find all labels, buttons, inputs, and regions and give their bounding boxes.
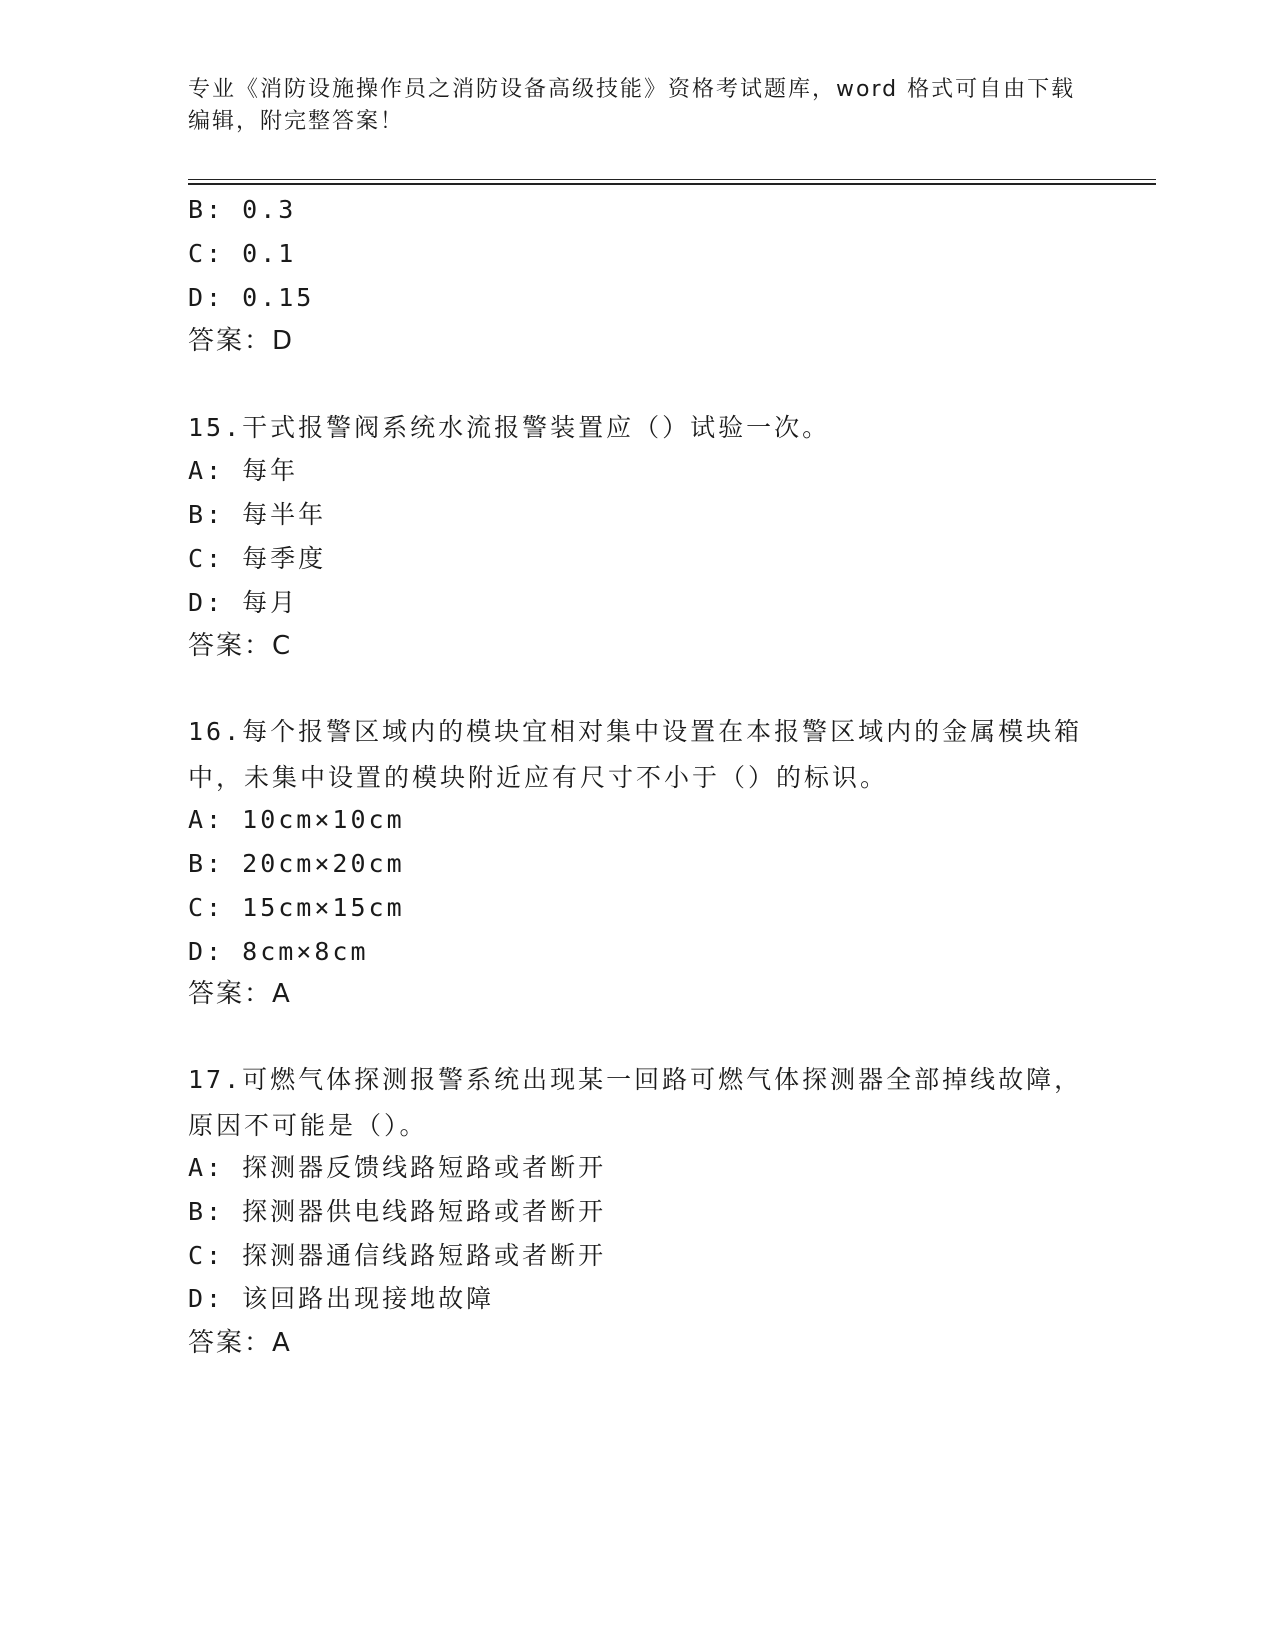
answer-line: 答案：C [188, 631, 293, 661]
answer-line: 答案：A [188, 1328, 292, 1358]
option-c: C: 15cm×15cm [188, 893, 405, 922]
option-a: A: 每年 [188, 456, 299, 485]
option-b: B: 探测器供电线路短路或者断开 [188, 1197, 607, 1226]
option-b: B: 0.3 [188, 195, 297, 224]
question-stem: 17.可燃气体探测报警系统出现某一回路可燃气体探测器全部掉线故障，原因不可能是（）。 [188, 1065, 1083, 1140]
option-a: A: 探测器反馈线路短路或者断开 [188, 1153, 607, 1182]
option-d: D: 该回路出现接地故障 [188, 1284, 495, 1313]
question-stem: 16.每个报警区域内的模块宜相对集中设置在本报警区域内的金属模块箱中，未集中设置的模块附近应有尺寸不小于（）的标识。 [188, 717, 1083, 792]
option-c: C: 0.1 [188, 239, 297, 268]
option-c: C: 每季度 [188, 544, 327, 573]
option-b: B: 20cm×20cm [188, 849, 405, 878]
option-d: D: 8cm×8cm [188, 937, 369, 966]
option-d: D: 每月 [188, 588, 299, 617]
option-b: B: 每半年 [188, 500, 327, 529]
answer-line: 答案：A [188, 979, 292, 1009]
option-a: A: 10cm×10cm [188, 805, 405, 834]
option-d: D: 0.15 [188, 283, 315, 312]
answer-line: 答案：D [188, 326, 295, 356]
header-divider-thin [188, 179, 1156, 180]
question-stem: 15.干式报警阀系统水流报警装置应（）试验一次。 [188, 413, 831, 442]
header-divider-thick [188, 183, 1156, 185]
document-header: 专业《消防设施操作员之消防设备高级技能》资格考试题库，word 格式可自由下载编辑，附完整答案！ [188, 77, 1076, 134]
option-c: C: 探测器通信线路短路或者断开 [188, 1241, 607, 1270]
